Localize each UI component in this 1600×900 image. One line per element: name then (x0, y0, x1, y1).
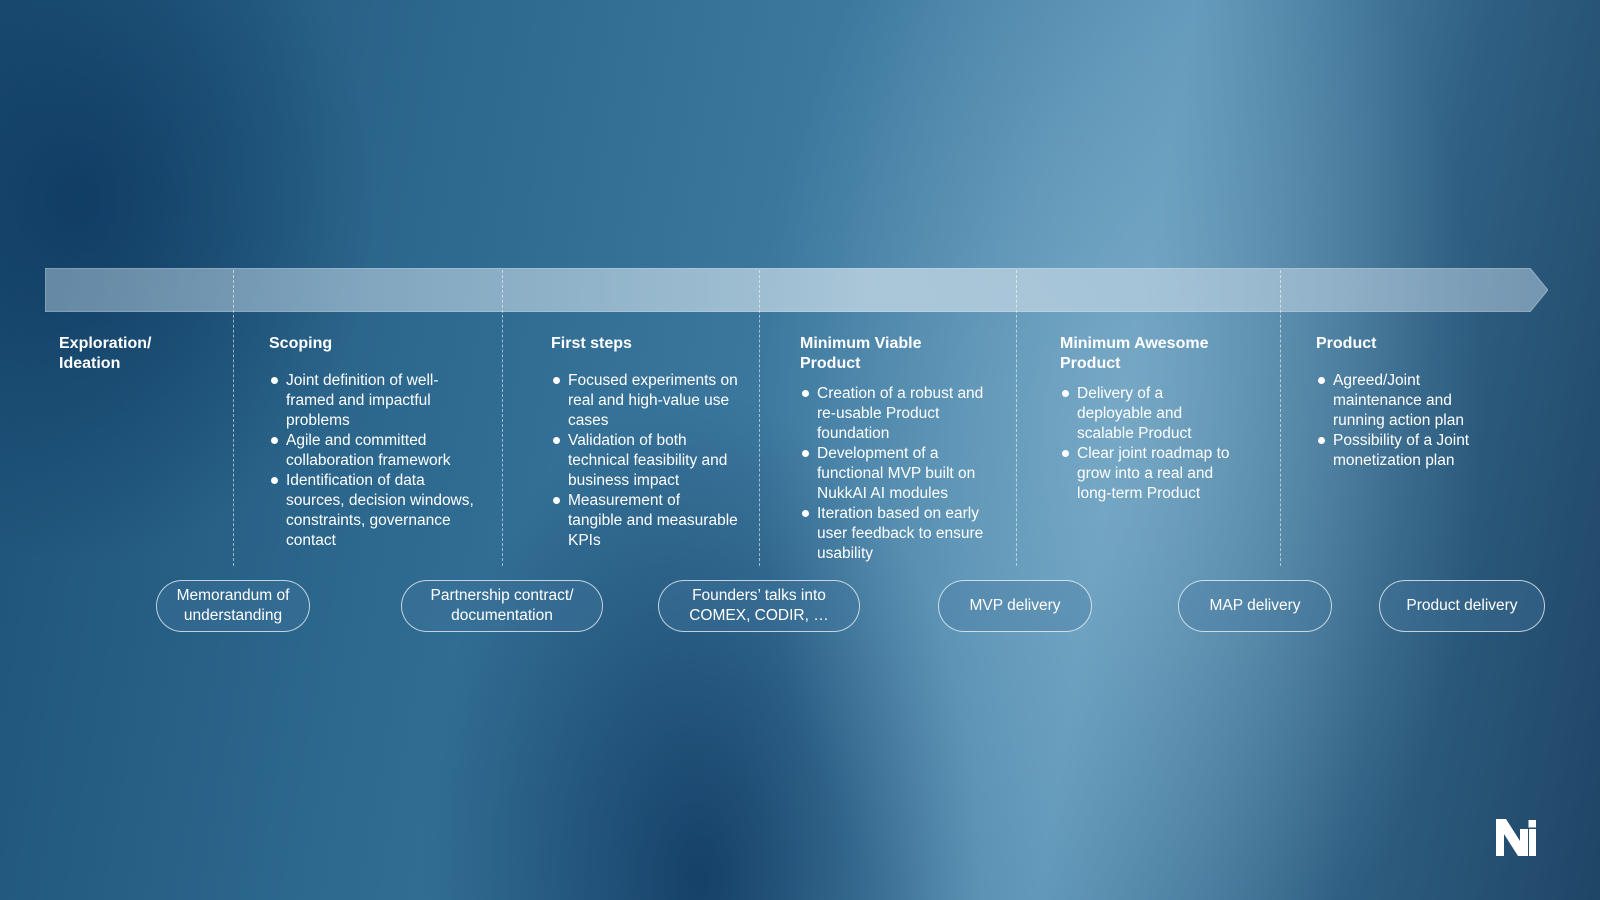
bullet-item: Creation of a robust and re-usable Product foundation (800, 384, 992, 444)
milestone-label: MVP delivery (969, 597, 1061, 614)
phase-divider (1016, 270, 1017, 566)
milestone-map-delivery (1178, 580, 1332, 632)
phase-map (1060, 334, 1242, 504)
phase-title: Minimum Awesome Product (1060, 335, 1209, 372)
phase-bullet-list (800, 384, 992, 564)
phase-exploration (59, 334, 249, 374)
bullet-item: Delivery of a deployable and scalable Product (1060, 384, 1242, 444)
timeline-arrow (45, 268, 1548, 312)
bullet-item: Clear joint roadmap to grow into a real and long-term Product (1060, 444, 1242, 504)
bullet-item: Agreed/Joint maintenance and running action plan (1316, 371, 1488, 431)
phase-title: Product (1316, 335, 1377, 352)
bullet-item: Focused experiments on real and high-value use cases (551, 371, 738, 431)
bullet-item: Joint definition of well-framed and impactful problems (269, 371, 476, 431)
milestone-label: Product delivery (1406, 597, 1518, 614)
milestone-product-delivery (1379, 580, 1545, 632)
phase-bullet-list (1316, 371, 1506, 471)
milestone-founders-talks (658, 580, 860, 632)
milestone-label: MAP delivery (1209, 597, 1301, 614)
phase-bullet-list (551, 371, 741, 551)
bullet-item: Identification of data sources, decision windows, constraints, governance contact (269, 471, 476, 551)
phase-scoping (269, 334, 476, 551)
phase-title: Scoping (269, 335, 333, 352)
bullet-item: Validation of both technical feasibility and business impact (551, 431, 738, 491)
phase-divider (1280, 270, 1281, 566)
phase-divider (233, 270, 234, 566)
milestone-label: Founders’ talks into COMEX, CODIR, … (689, 587, 829, 624)
bullet-item: Development of a functional MVP built on NukkAI AI modules (800, 444, 992, 504)
bullet-item: Agile and committed collaboration framework (269, 431, 476, 471)
phase-title: First steps (551, 335, 632, 352)
phase-mvp (800, 334, 992, 564)
milestone-label: Memorandum of understanding (176, 587, 290, 624)
ni-logo-icon (1495, 815, 1537, 857)
milestone-label: Partnership contract/ documentation (430, 587, 574, 624)
bullet-item: Iteration based on early user feedback to ensure usability (800, 504, 992, 564)
bullet-item: Measurement of tangible and measurable KPIs (551, 491, 738, 551)
phase-product (1316, 334, 1506, 471)
bullet-item: Possibility of a Joint monetization plan (1316, 431, 1488, 471)
milestone-mvp-delivery (938, 580, 1092, 632)
phase-divider (759, 270, 760, 566)
phase-divider (502, 270, 503, 566)
phase-title: Minimum Viable Product (800, 335, 922, 372)
phase-bullet-list (1060, 384, 1242, 504)
phase-title: Exploration/ Ideation (59, 335, 152, 372)
milestone-memorandum (156, 580, 310, 632)
milestone-partnership-contract (401, 580, 603, 632)
phase-first-steps (551, 334, 741, 551)
phase-bullet-list (269, 371, 476, 551)
